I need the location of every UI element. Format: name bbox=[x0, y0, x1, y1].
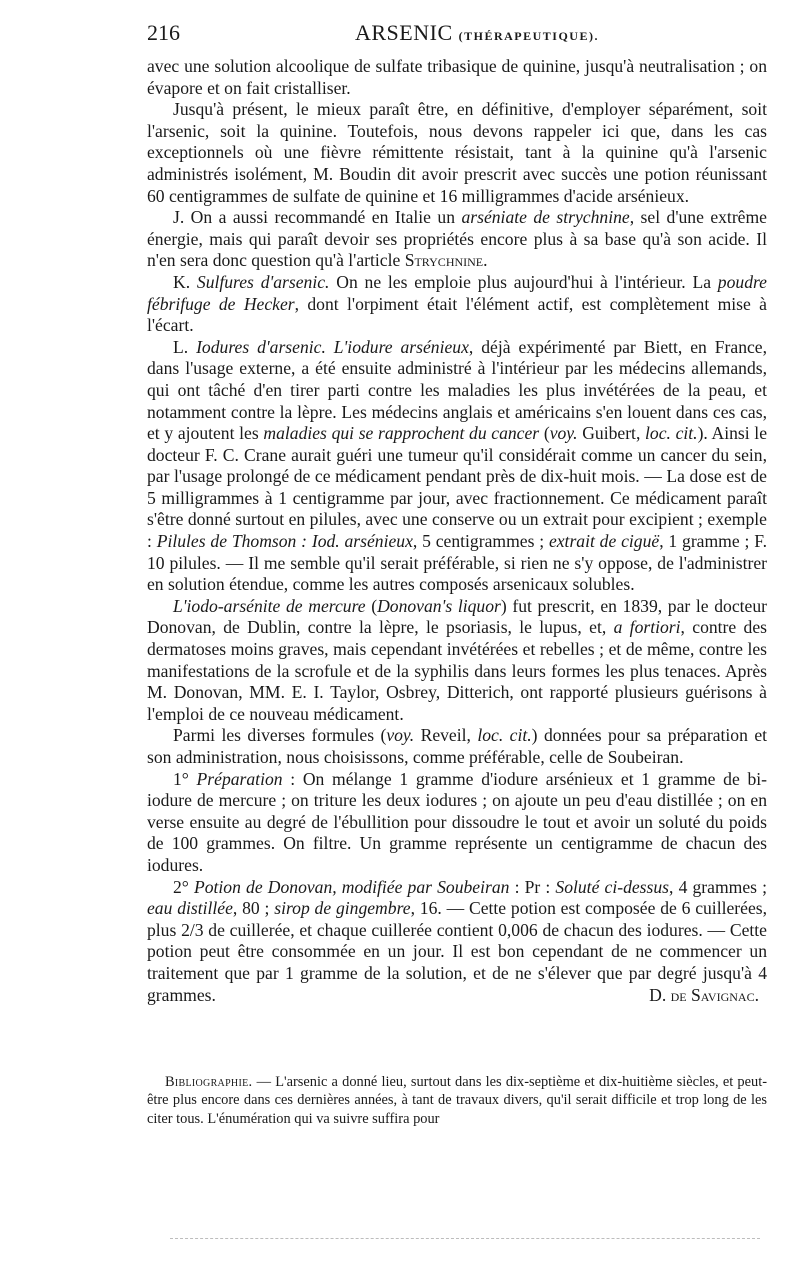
text-run: , déjà expérimenté par Biett, en France, dans l'usage externe, a été ensuite administré à l'intérieur par les médecins allemands, qui ont tâché d'en tirer parti contre les maladies les plus invétérées de la peau, et notamment contre la lèpre. Les médecins anglais et américains s'en louent dans ces cas, et y ajoutent les bbox=[147, 336, 768, 444]
text-run: ) données pour sa préparation et son administration, nous choisissons, comme préférable, celle de Soubeiran. bbox=[147, 725, 768, 767]
text-run: , 80 ; bbox=[232, 898, 275, 919]
section-heading: Sulfures d'arsenic. bbox=[196, 271, 330, 292]
text-run: Parmi les diverses formules ( bbox=[173, 725, 387, 746]
title-subtitle: (THÉRAPEUTIQUE). bbox=[458, 29, 599, 43]
text-run: J. On a aussi recommandé en Italie un bbox=[173, 207, 462, 228]
paragraph-preparation bbox=[147, 769, 767, 877]
italic-term: maladies qui se rapprochent du cancer bbox=[263, 423, 540, 444]
text-run: , 16. — Cette potion est composée de 6 cuillerées, plus 2/3 de cuillerée, et chaque cuillerée contient 0,006 de chacun des iodures. — Cette potion peut être consommée en un jour. Il est bon cependant de ne commencer un traitement que par 1 gramme de la solution, et de ne s'élever que par degré jusqu'à 4 grammes. bbox=[147, 898, 768, 1005]
italic-term: voy. bbox=[386, 725, 415, 746]
text-run: Guibert, bbox=[577, 423, 646, 444]
text-run: . bbox=[483, 250, 488, 271]
section-heading: Potion de Donovan, modifiée par Soubeiran bbox=[193, 876, 510, 897]
italic-term: Soluté ci-dessus bbox=[555, 876, 670, 897]
text-run: : Pr : bbox=[509, 876, 556, 897]
text-run: ). Ainsi le docteur F. C. Crane aurait guéri une tumeur qu'il considérait comme un cancer du sein, par l'usage prolongé de ce médicament pendant près de dix-huit mois. — La dose est de 5 milligrammes à 1 centigramme par jour, avec fractionnement. Ce médicament paraît s'être donné surtout en pilules, avec une conserve ou un extrait pour excipient ; exemple : bbox=[147, 423, 767, 552]
paragraph-k-sulfures bbox=[147, 272, 767, 337]
text-run: : On mélange 1 gramme d'iodure arsénieux et 1 gramme de bi-iodure de mercure ; on triture les deux iodures ; on ajoute un peu d'eau distillée ; on en verse ensuite au degré de l'ébullition pour dissoudre le tout et avoir un soluté du poids de 100 grammes. On filtre. Un gramme représente un centigramme de chacun des iodures. bbox=[147, 768, 768, 875]
italic-term: Pilules de Thomson : Iod. arsénieux bbox=[156, 531, 413, 552]
paragraph-text: Jusqu'à présent, le mieux paraît être, en définitive, d'employer séparément, soit l'arsenic, soit la quinine. Toutefois, nous devons rappeler ici que, dans les cas exceptionnels où une fièvre rémittente résistait, tant à la quinine qu'à l'arsenic administrés isolément, M. Boudin dit avoir prescrit avec succès une potion réunissant 60 centigrammes de sulfate de quinine et 16 milligrammes d'acide arsénieux. bbox=[147, 99, 767, 206]
text-run: On ne les emploie plus aujourd'hui à l'intérieur. La bbox=[329, 271, 718, 292]
running-header bbox=[147, 18, 767, 50]
paragraph-donovan bbox=[147, 596, 767, 726]
section-letter: L. bbox=[173, 336, 197, 357]
text-run: , 5 centigrammes ; bbox=[412, 531, 549, 552]
italic-term: sirop de gingembre bbox=[274, 898, 411, 919]
author-signature: D. de Savignac. bbox=[649, 984, 759, 1005]
section-letter: K. bbox=[173, 271, 197, 292]
cross-reference: Strychnine bbox=[404, 250, 484, 271]
paragraph-l-iodures bbox=[147, 337, 767, 596]
italic-term: poudre fébrifuge de Hecker bbox=[147, 271, 767, 314]
list-number: 2° bbox=[173, 876, 194, 897]
italic-term: extrait de ciguë bbox=[548, 531, 660, 552]
bibliography-paragraph bbox=[147, 1073, 767, 1128]
text-run: , 1 gramme ; F. 10 pilules. — Il me semble qu'il serait préférable, si rien ne s'y oppose, de l'administrer en solution étendue, comme les autres composés arsenicaux solubles. bbox=[147, 531, 767, 595]
italic-term: loc. cit. bbox=[477, 725, 532, 746]
text-run: ( bbox=[539, 423, 550, 444]
bibliography-heading: Bibliographie. bbox=[165, 1074, 253, 1090]
paragraph-j-strychnine bbox=[147, 207, 767, 272]
italic-term: voy. bbox=[549, 423, 578, 444]
text-run: , dont l'orpiment était l'élément actif, est complètement mise à l'écart. bbox=[147, 293, 767, 336]
paragraph-potion bbox=[147, 877, 767, 1007]
italic-term: Donovan's liquor bbox=[377, 595, 501, 616]
paragraph-continuation bbox=[147, 56, 767, 99]
text-run: ) fut prescrit, en 1839, par le docteur Donovan, de Dublin, contre la lèpre, le psoriasis, le lupus, et, bbox=[147, 595, 767, 638]
text-run: , contre des dermatoses moins graves, mais cependant invétérées et rebelles ; et de même, contre les manifestations de la scrofule et de la syphilis dans leurs formes les plus tenaces. Après M. Donovan, MM. E. I. Taylor, Osbrey, Ditterich, ont rapporté plusieurs guérisons à l'emploi de ce nouveau médicament. bbox=[147, 617, 767, 724]
text-run: , 4 grammes ; bbox=[669, 876, 768, 897]
text-run: ( bbox=[365, 595, 378, 616]
text-run: Reveil, bbox=[414, 725, 478, 746]
section-heading: Iodures d'arsenic. L'iodure arsénieux bbox=[196, 336, 469, 357]
italic-term: loc. cit. bbox=[645, 423, 698, 444]
paragraph-formules bbox=[147, 725, 767, 768]
page-bottom-rule bbox=[170, 1238, 760, 1239]
list-number: 1° bbox=[173, 768, 197, 789]
main-text bbox=[147, 56, 767, 1006]
italic-term: eau distillée bbox=[147, 898, 233, 919]
bibliography-text: — L'arsenic a donné lieu, surtout dans les dix-septième et dix-huitième siècles, et peut-être plus encore dans ces dernières années, à tant de travaux divers, qu'il serait difficile et trop long de les citer tous. L'énumération qui va suivre suffira pour bbox=[147, 1074, 767, 1127]
page-number: 216 bbox=[147, 20, 180, 45]
section-heading: Préparation bbox=[196, 768, 283, 789]
italic-term: L'iodo-arsénite de mercure bbox=[173, 595, 366, 616]
title-main: ARSENIC bbox=[355, 20, 453, 45]
page-title bbox=[355, 20, 599, 46]
paragraph-quinine bbox=[147, 99, 767, 207]
paragraph-text: avec une solution alcoolique de sulfate tribasique de quinine, jusqu'à neutralisation ; on évapore et on fait cristalliser. bbox=[147, 56, 767, 98]
bibliography-section bbox=[147, 1073, 767, 1128]
text-run: , sel d'une extrême énergie, mais qui paraît devoir ses propriétés encore plus à sa base qu'à son acide. Il n'en sera donc question qu'à l'article bbox=[147, 207, 767, 271]
italic-term: a fortiori bbox=[613, 617, 681, 638]
italic-term: arséniate de strychnine bbox=[461, 207, 630, 228]
